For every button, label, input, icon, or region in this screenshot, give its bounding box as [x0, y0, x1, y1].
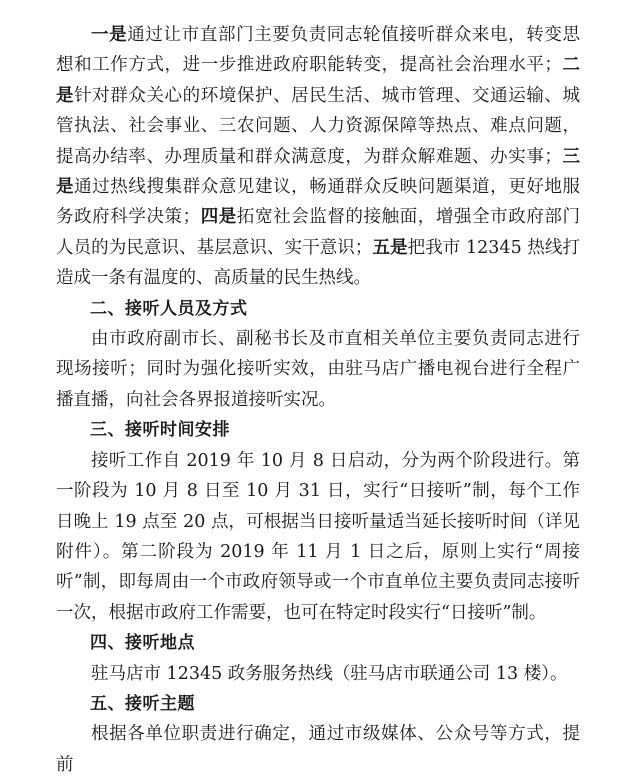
point-three-label: 三是 — [56, 146, 581, 198]
point-four-text: 拓宽社会监督的接触面，增强全市政府部门人员的为民意识、基层意识、实干意识； — [56, 207, 581, 258]
point-three-text: 通过热线搜集群众意见建议，畅通群众反映问题渠道，更好地服务政府科学决策； — [56, 177, 581, 228]
section-heading-schedule: 三、接听时间安排 — [90, 420, 230, 441]
section-body-schedule: 接听工作自 2019 年 10 月 8 日启动，分为两个阶段进行。第一阶段为 10 月 8 日至 10 月 31 日，实行“日接听”制，每个工作日晚上 19 点至 20 点，可根据当日接听量适当延长接听时间（详见附件）。第二阶段为 2019 年 11 月 1 日之后，原则上实行“周接听”制，即每周由一个市政府领导或一个市直单位主要负责同志接听一次，根据市政府工作需要，也可在特定时段实行“日接听”制。 — [56, 450, 580, 623]
point-two-label: 二是 — [56, 55, 581, 106]
section-heading-personnel: 二、接听人员及方式 — [90, 298, 248, 319]
section-heading-topic: 五、接听主题 — [90, 693, 195, 714]
document-page — [56, 20, 580, 780]
section-body-personnel: 由市政府副市长、副秘书长及市直相关单位主要负责同志进行现场接听；同时为强化接听实效，由驻马店广播电视台进行全程广播直播，向社会各界报道接听实况。 — [56, 329, 580, 410]
section-body-topic: 根据各单位职责进行确定，通过市级媒体、公众号等方式，提前 — [56, 724, 580, 775]
point-two-text: 针对群众关心的环境保护、居民生活、城市管理、交通运输、城管执法、社会事业、三农问题、人力资源保障等热点、难点问题，提高办结率、办理质量和群众满意度，为群众解难题、办实事； — [56, 85, 581, 167]
section-body-location: 驻马店市 12345 政务服务热线（驻马店市联通公司 13 楼）。 — [91, 663, 568, 684]
objectives-paragraph — [56, 20, 580, 294]
point-five-text: 把我市 12345 热线打造成一条有温度的、高质量的民生热线。 — [56, 237, 581, 289]
point-one-text: 通过让市直部门主要负责同志轮值接听群众来电，转变思想和工作方式，进一步推进政府职能转变，提高社会治理水平； — [56, 25, 581, 76]
point-one-label: 一是 — [91, 25, 128, 45]
section-heading-location: 四、接听地点 — [90, 633, 195, 654]
point-four-label: 四是 — [200, 207, 237, 228]
point-five-label: 五是 — [372, 237, 408, 258]
